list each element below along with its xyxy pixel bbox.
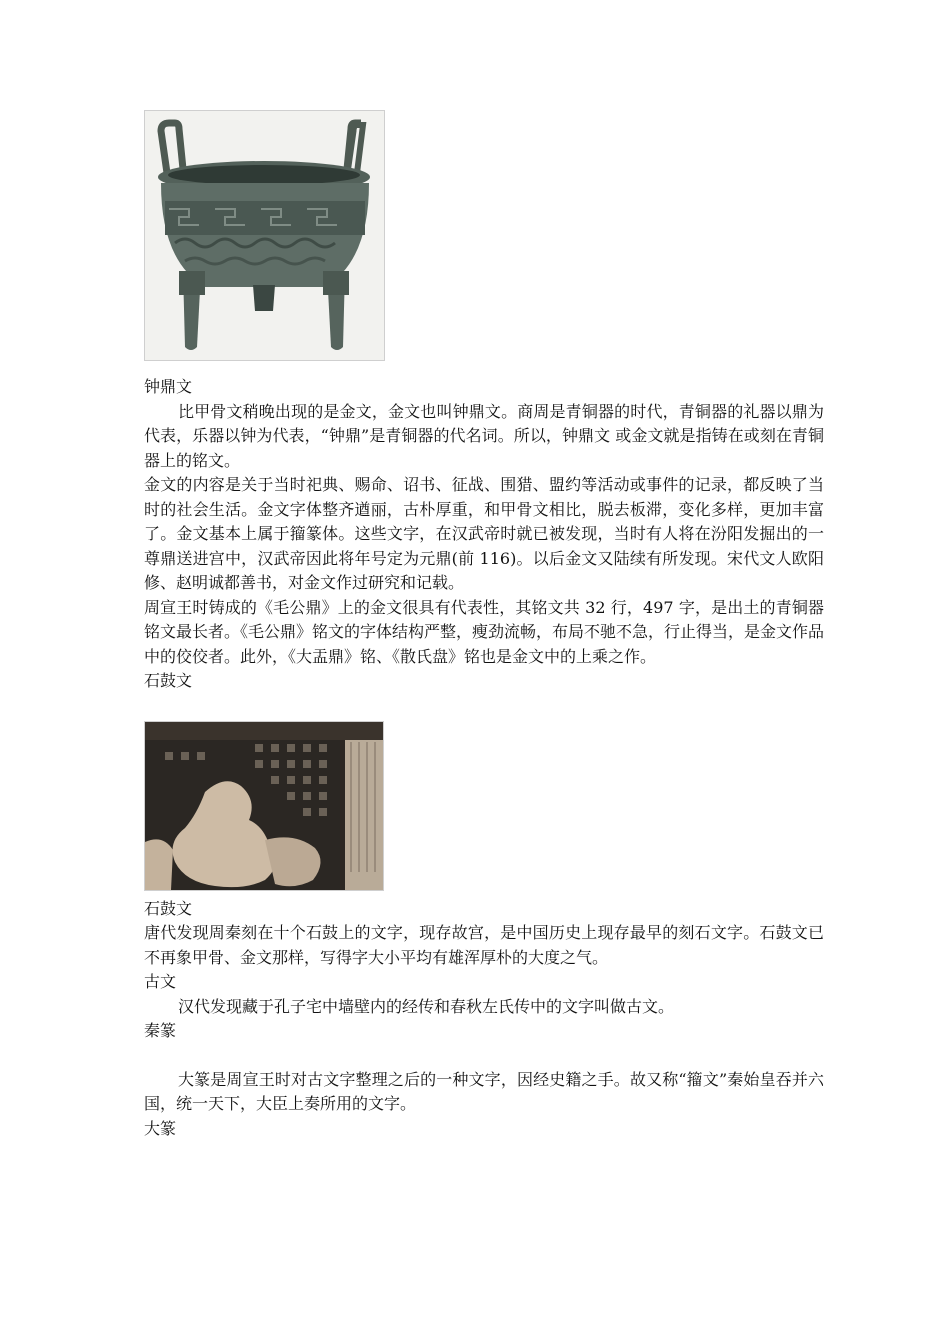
document-page [144,110,824,1141]
paragraph-shiguwen: 唐代发现周秦刻在十个石鼓上的文字，现存故宫，是中国历史上现存最早的刻石文字。石鼓文已不再象甲骨、金文那样，写得字大小平均有雄浑厚朴的大度之气。 [144,923,824,967]
blank-line [144,1044,824,1068]
section-heading-guwen: 古文 [144,972,177,991]
paragraph-dazhuan: 大篆是周宣王时对古文字整理之后的一种文字，因经史籍之手。故又称“籀文”秦始皇吞并六国，统一天下，大臣上奏所用的文字。 [144,1069,824,1113]
image-caption-zhongdingwen: 钟鼎文 [144,377,193,396]
image-caption-shiguwen: 石鼓文 [144,898,193,918]
paragraph-jinwen-intro: 比甲骨文稍晚出现的是金文，金文也叫钟鼎文。商周是青铜器的时代，青铜器的礼器以鼎为代表，乐器以钟为代表，“钟鼎”是青铜器的代名词。所以，钟鼎文 或金文就是指铸在或刻在青铜器上的铭文。 [144,401,824,470]
stone-drum-rubbing-image [144,721,384,891]
stone-drum-rubbing-illustration [145,722,383,890]
bronze-ding-vessel-illustration [145,111,384,360]
bronze-ding-vessel-image [144,110,385,361]
paragraph-jinwen-content: 金文的内容是关于当时祀典、赐命、诏书、征战、围猎、盟约等活动或事件的记录，都反映了当时的社会生活。金文字体整齐遒丽，古朴厚重，和甲骨文相比，脱去板滞，变化多样，更加丰富了。金文基本上属于籀篆体。这些文字，在汉武帝时就已被发现，当时有人将在汾阳发掘出的一尊鼎送进宫中，汉武帝因此将年号定为元鼎(前 116)。以后金文又陆续有所发现。宋代文人欧阳修、赵明诚都善书，对金文作过研究和记载。 [144,475,824,592]
section-heading-shiguwen: 石鼓文 [144,671,193,690]
section-heading-qinzhuan: 秦篆 [144,1021,177,1040]
section-heading-dazhuan: 大篆 [144,1118,177,1138]
paragraph-guwen: 汉代发现藏于孔子宅中墙壁内的经传和春秋左氏传中的文字叫做古文。 [178,996,675,1016]
paragraph-maogongding: 周宣王时铸成的《毛公鼎》上的金文很具有代表性，其铭文共 32 行，497 字，是出土的青铜器铭文最长者。《毛公鼎》铭文的字体结构严整，瘦劲流畅，布局不驰不急，行止得当，是金文作品中的佼佼者。此外，《大盂鼎》铭、《散氏盘》铭也是金文中的上乘之作。 [144,597,825,666]
